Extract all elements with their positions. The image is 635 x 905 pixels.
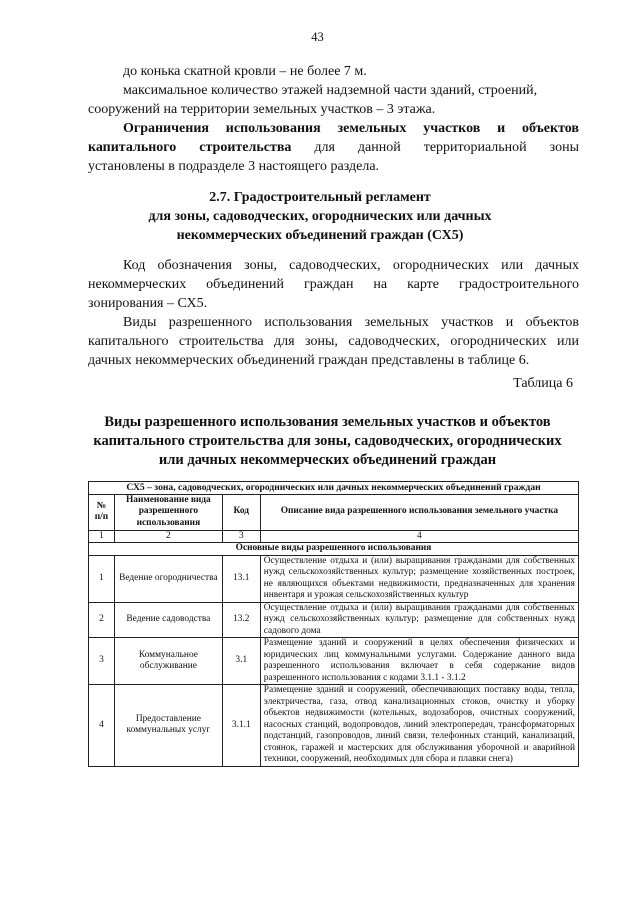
heading-line: для зоны, садоводческих, огороднических или дачных xyxy=(148,209,492,224)
column-header: Описание вида разрешенного использования земельного участка xyxy=(260,494,578,530)
table-label: Таблица 6 xyxy=(513,376,573,391)
use-name: Предоставление коммунальных услуг xyxy=(114,685,222,767)
table-row xyxy=(89,685,579,767)
use-code: 13.2 xyxy=(222,602,260,638)
use-name: Коммунальное обслуживание xyxy=(114,638,222,685)
use-description: Осуществление отдыха и (или) выращивания гражданами для собственных нужд сельскохозяйственных культур; размещение хозяйственных построек, не являющихся объектами недвижимости, предназначенных для хранения инвентаря и урожая сельскохозяйственных культур xyxy=(260,555,578,602)
paragraph-line: зонирования – СХ5. xyxy=(88,296,208,311)
row-number: 3 xyxy=(89,638,115,685)
paragraph-line: дачных некоммерческих объединений граждан представлены в таблице 6. xyxy=(88,353,530,368)
column-number: 4 xyxy=(260,530,578,543)
heading-line: 2.7. Градостроительный регламент xyxy=(209,190,431,205)
use-code: 3.1 xyxy=(222,638,260,685)
column-header: Наименование вида разрешенного использования xyxy=(114,494,222,530)
table-title-line: Виды разрешенного использования земельных участков и объектов xyxy=(104,414,551,430)
section-row: Основные виды разрешенного использования xyxy=(89,543,579,556)
table-caption: СХ5 – зона, садоводческих, огороднических или дачных некоммерческих объединений граждан xyxy=(89,482,579,495)
paragraph-line: установлены в подразделе 3 настоящего раздела. xyxy=(88,159,380,174)
table-row xyxy=(89,638,579,685)
paragraph-line: максимальное количество этажей надземной части зданий, строений, xyxy=(123,83,538,98)
table-title xyxy=(75,413,580,470)
table-row xyxy=(89,602,579,638)
column-header: Код xyxy=(222,494,260,530)
column-header: № п/п xyxy=(89,494,115,530)
paragraph-line: Код обозначения зоны, садоводческих, огороднических или дачных xyxy=(123,258,579,273)
heading-line: некоммерческих объединений граждан (СХ5) xyxy=(176,228,464,243)
use-code: 3.1.1 xyxy=(222,685,260,767)
paragraph-line: некоммерческих объединений граждан на карте градостроительного xyxy=(88,277,579,292)
row-number: 4 xyxy=(89,685,115,767)
paragraph-line: до конька скатной кровли – не более 7 м. xyxy=(123,64,367,79)
paragraph-line: сооружений на территории земельных участков – 3 этажа. xyxy=(88,102,436,117)
paragraph-line xyxy=(88,138,579,157)
paragraph-line: Ограничения использования земельных участков и объектов xyxy=(123,121,579,136)
use-description: Размещение зданий и сооружений в целях обеспечения физических и юридических лиц коммунальными услугами. Содержание данного вида разрешенного использования включает в себя содержание видов разрешенного использования с кодами 3.1.1 - 3.1.2 xyxy=(260,638,578,685)
row-number: 1 xyxy=(89,555,115,602)
use-description: Осуществление отдыха и (или) выращивания гражданами для собственных нужд сельскохозяйственных культур; размещение для собственных нужд садового дома xyxy=(260,602,578,638)
paragraph-line: капитального строительства для зоны, садоводческих, огороднических или xyxy=(88,334,579,349)
column-number: 2 xyxy=(114,530,222,543)
use-code: 13.1 xyxy=(222,555,260,602)
column-number: 3 xyxy=(222,530,260,543)
use-name: Ведение огородничества xyxy=(114,555,222,602)
paragraph-text: для данной территориальной зоны xyxy=(314,140,579,155)
column-number: 1 xyxy=(89,530,115,543)
paragraph-line: Виды разрешенного использования земельных участков и объектов xyxy=(123,315,579,330)
bold-phrase: капитального строительства xyxy=(88,140,292,155)
table-row xyxy=(89,555,579,602)
page-number: 43 xyxy=(311,30,324,44)
table-title-line: капитального строительства для зоны, садоводческих, огороднических xyxy=(93,433,562,449)
use-description: Размещение зданий и сооружений, обеспечивающих поставку воды, тепла, электричества, газа, отвод канализационных стоков, очистку и уборку объектов недвижимости (котельных, водозаборов, очистных сооружений, насосных станций, водопроводов, линий электропередач, трансформаторных подстанций, газопроводов, линий связи, телефонных станций, канализаций, стоянок, гаражей и мастерских для обслуживания уборочной и аварийной техники, сооружений, необходимых для сбора и плавки снега) xyxy=(260,685,578,767)
table-title-line: или дачных некоммерческих объединений граждан xyxy=(158,452,497,468)
use-name: Ведение садоводства xyxy=(114,602,222,638)
section-heading xyxy=(80,188,560,245)
row-number: 2 xyxy=(89,602,115,638)
regulation-table xyxy=(88,481,579,767)
